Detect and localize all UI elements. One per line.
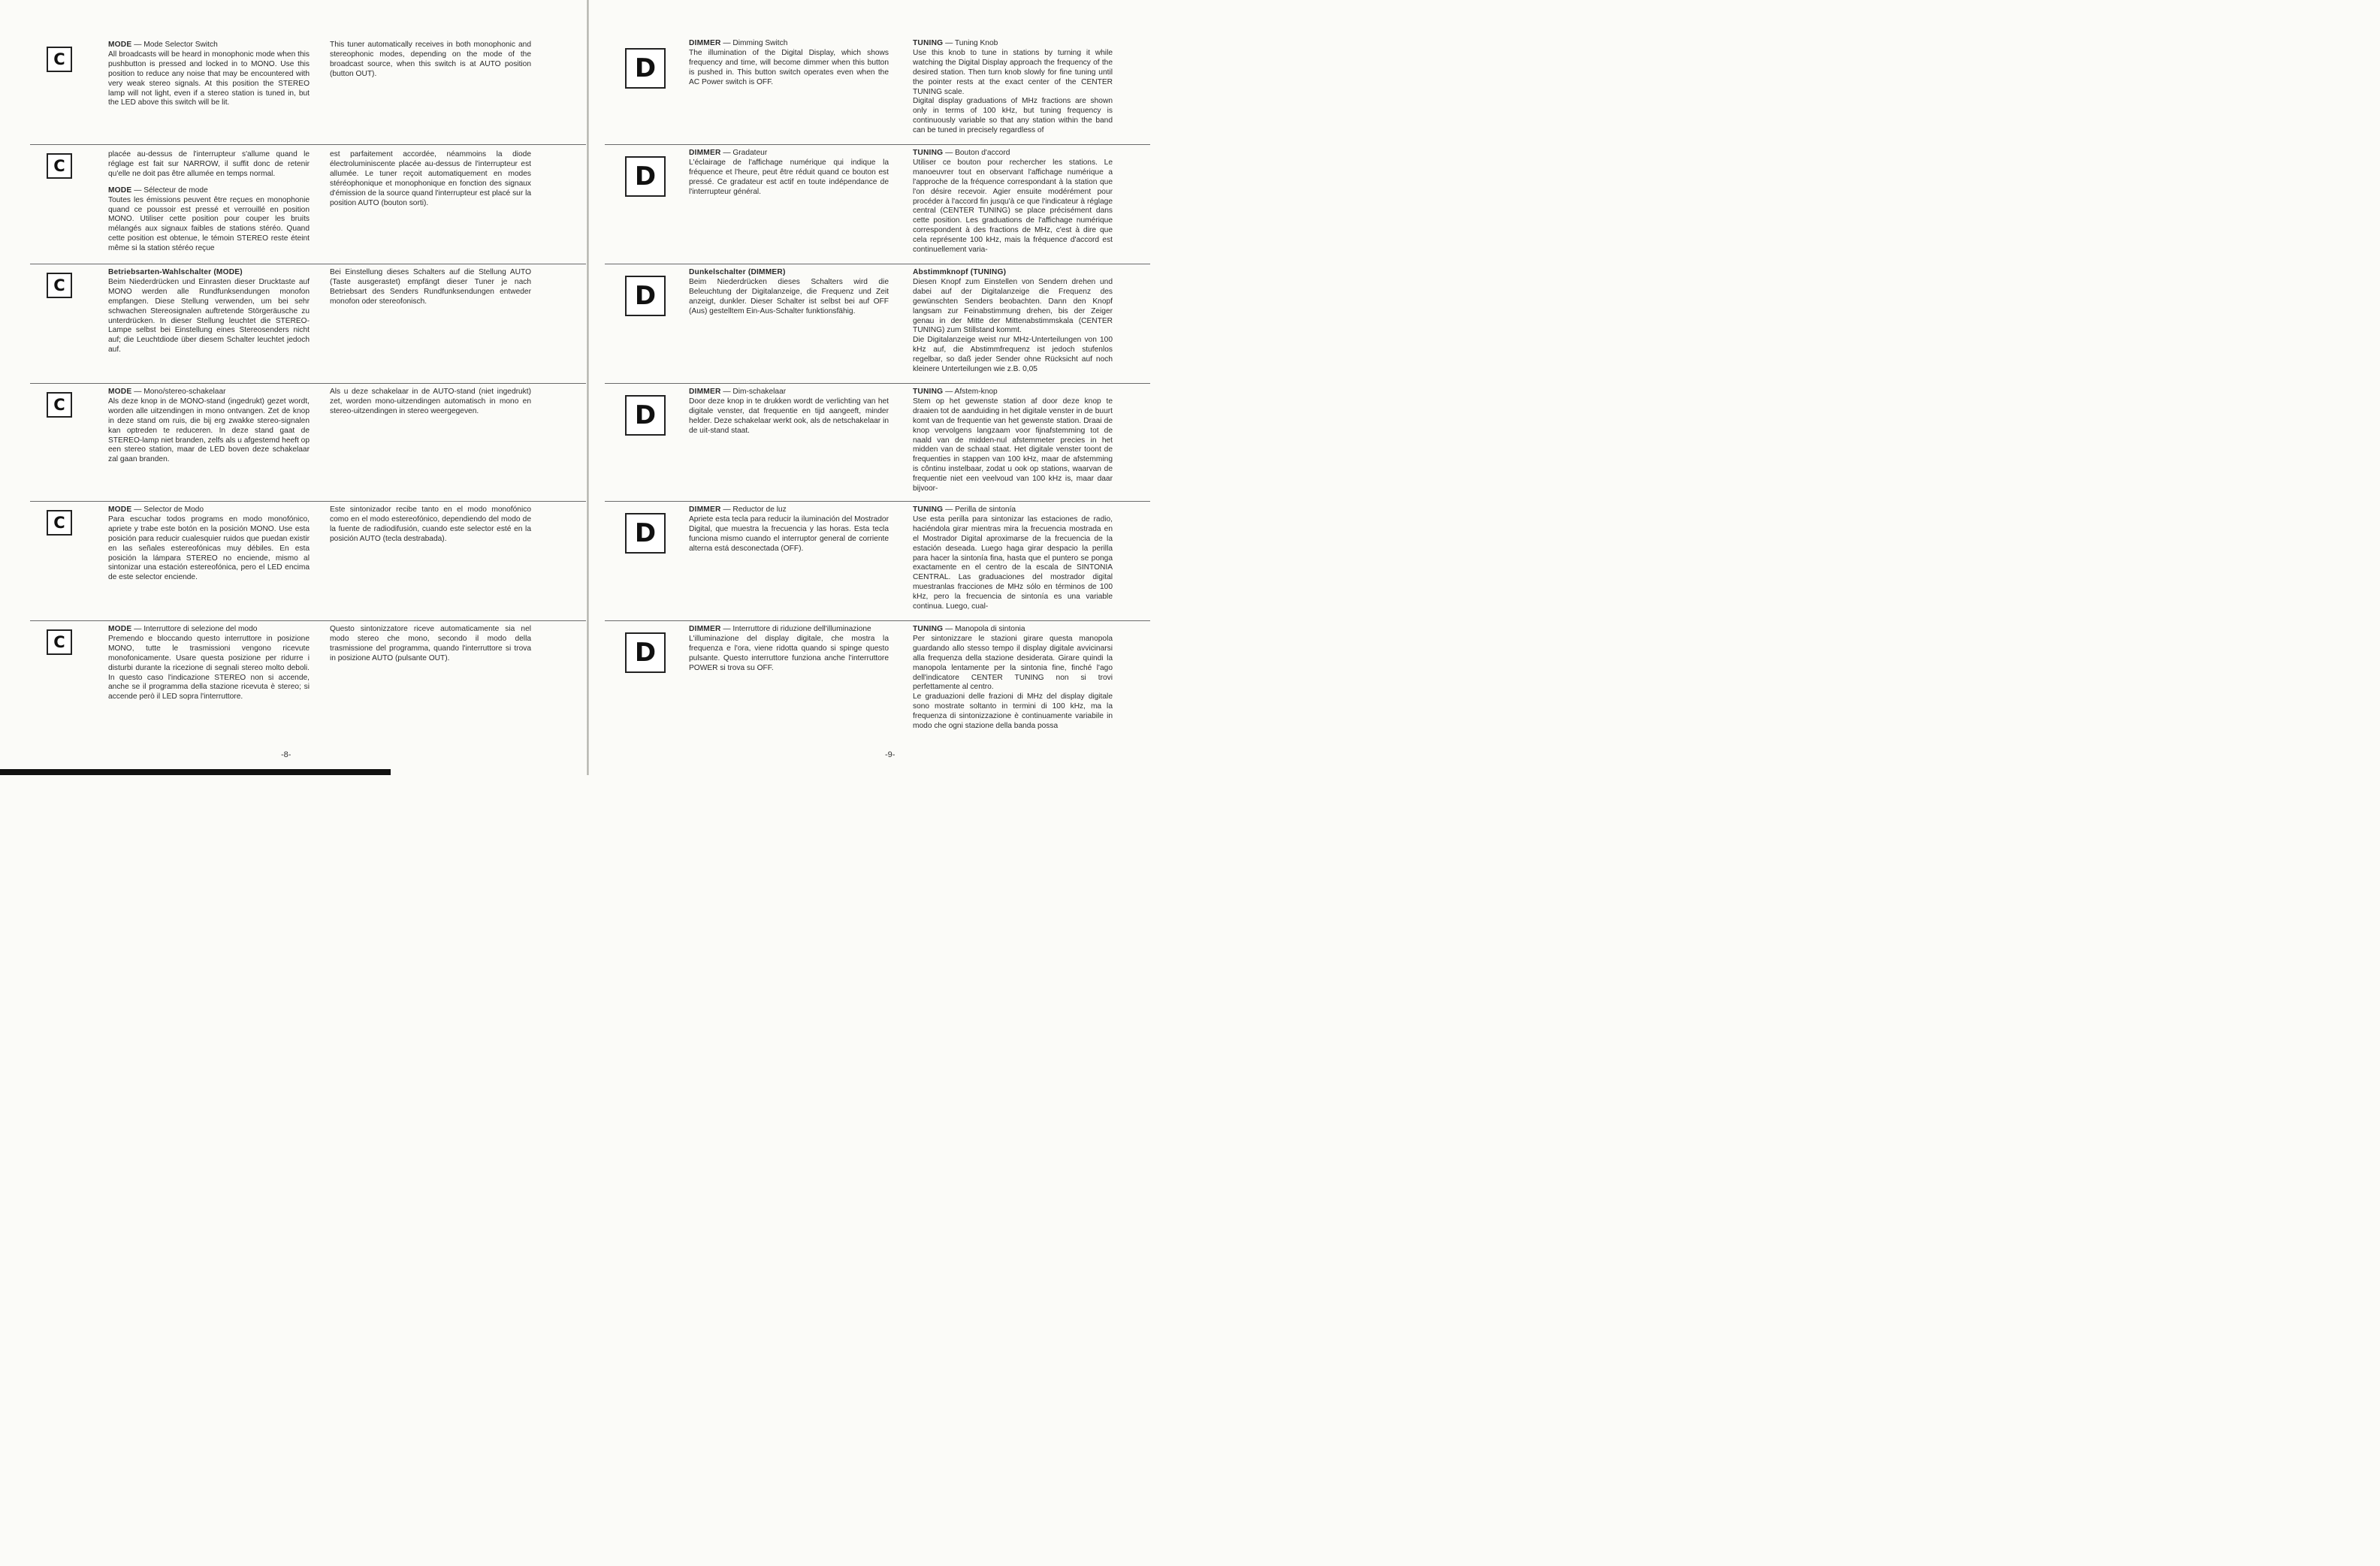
- body-text: Diesen Knopf zum Einstellen von Sendern drehen und dabei auf der Digitalanzeige die Frequenz des gewünschten Senders beobachten. Dann den Knopf langsam zur Feinabstimmung drehen, bis der Zeiger genau in der Mitte der Mittenabstimmskala (CENTER TUNING) zum Stillstand kommt.: [913, 277, 1113, 335]
- body-text: The illumination of the Digital Display, which shows frequency and time, will become dimmer when this button is pushed in. This button switch operates even when the AC Power switch is OFF.: [689, 48, 889, 86]
- col-dimmer: [689, 388, 889, 436]
- body-text: Die Digitalanzeige weist nur MHz-Unterteilungen von 100 kHz auf, die Abstimmfrequenz ist jedoch stufenlos regelbar, so daß jeder Sender ohne Rücksicht auf noch kleinere Unterteilungen wie z.B. 0,05: [913, 336, 1113, 374]
- section-rule: [605, 501, 1150, 502]
- title-bold: MODE: [108, 625, 132, 633]
- col-description: [108, 505, 310, 583]
- col-continuation: [330, 388, 531, 417]
- col-continuation: [330, 625, 531, 664]
- title-bold: DIMMER: [689, 388, 721, 396]
- col-continuation: [330, 505, 531, 545]
- title-rest: — Dim-schakelaar: [720, 388, 787, 396]
- col-tuning: [913, 388, 1113, 494]
- badge-d: D: [625, 276, 666, 316]
- col-description: [108, 625, 310, 702]
- title-bold: TUNING: [913, 39, 944, 47]
- body-text: This tuner automatically receives in both monophonic and stereophonic modes, depending on the mode of the broadcast source, when this switch is at AUTO position (button OUT).: [330, 41, 531, 78]
- section-french: [30, 144, 586, 263]
- body-text: Premendo e bloccando questo interruttore in posizione MONO, tutte le trasmissioni vengono ricevute monofonicamente. Usare questa posizione per ridurre i disturbi durante la ricezione di segnali stereo molto deboli. In questo caso l'indicazione STEREO non si accende, anche se il programma della stazione ricevuta è stereo; si accende però il LED sopra l'interruttore.: [108, 634, 310, 702]
- col-description: [108, 150, 310, 254]
- title-rest: — Sélecteur de mode: [131, 186, 208, 195]
- body-text: Apriete esta tecla para reducir la iluminación del Mostrador Digital, que muestra la frecuencia y las horas. Esta tecla funciona mismo cuando el interruptor general de corriente alterna está desconectada (OFF).: [689, 514, 889, 553]
- badge-c: C: [47, 510, 72, 536]
- body-text: Beim Niederdrücken dieses Schalters wird die Beleuchtung der Digitalanzeige, die Frequenz und Zeit anzeigt, dunkler. Dieser Schalter ist selbst bei auf OFF (Aus) gestelltem Ein-Aus-Schalter funktionsfähig.: [689, 277, 889, 315]
- title-rest: — Reductor de luz: [720, 505, 787, 514]
- badge-c: C: [47, 392, 72, 418]
- title-rest: — Afstem-knop: [943, 388, 998, 396]
- title-bold: DIMMER: [689, 625, 721, 633]
- title-bold: MODE: [108, 186, 132, 195]
- title-bold: MODE: [108, 41, 132, 49]
- badge-c: C: [47, 47, 72, 72]
- body-text: Als u deze schakelaar in de AUTO-stand (niet ingedrukt) zet, worden mono-uitzendingen automatisch in mono en stereo-uitzendingen in stereo weergegeven.: [330, 388, 531, 415]
- body-text: L'illuminazione del display digitale, che mostra la frequenza e l'ora, viene ridotta quando si spinge questo pulsante. Questo interruttore funziona anche l'interruttore POWER si trova su OFF.: [689, 634, 889, 672]
- section-rule: [30, 620, 586, 621]
- col-continuation: [330, 150, 531, 208]
- badge-d: D: [625, 48, 666, 89]
- section-german: [30, 264, 586, 381]
- title-rest: — Gradateur: [720, 149, 768, 157]
- body-text: Questo sintonizzatore riceve automaticamente sia nel modo stereo che mono, secondo il modo della trasmissione del programma, quando l'interruttore si trova in posizione AUTO (pulsante OUT).: [330, 625, 531, 662]
- col-dimmer: [689, 268, 889, 317]
- title-bold: DIMMER: [689, 39, 721, 47]
- col-continuation: [330, 268, 531, 307]
- body-text: est parfaitement accordée, néammoins la diode électroluminiscente placée au-dessus de l'interrupteur est allumée. Le tuner reçoit automatiquement en modes stéréophonique et monophonique en fonction des signaux d'émission de la source quand l'interrupteur est placé sur la position AUTO (bouton sorti).: [330, 150, 531, 207]
- section-spanish: [30, 501, 586, 618]
- col-dimmer: [689, 625, 889, 674]
- col-dimmer: [689, 505, 889, 554]
- section-rule: [605, 144, 1150, 145]
- body-text: placée au-dessus de l'interrupteur s'allume quand le réglage est fait sur NARROW, il suffit donc de retenir qu'elle ne doit pas être allumée en temps normal.: [108, 150, 310, 178]
- col-description: [108, 41, 310, 108]
- col-description: [108, 268, 310, 355]
- body-text: Para escuchar todos programs en modo monofónico, apriete y trabe este botón en la posición MONO. Use esta posición para reducir cualesquier ruidos que puedan existir en las señales estereofónicas muy débiles. En esta posición la lámpara STEREO no enciende, mismo al sintonizar una estación estereofónica, pero el LED encima de este selector enciende.: [108, 514, 310, 582]
- page-number: -9-: [885, 750, 896, 759]
- title-bold: Dunkelschalter (DIMMER): [689, 268, 786, 276]
- col-description: [108, 388, 310, 465]
- col-tuning: [913, 268, 1113, 375]
- body-text: Le graduazioni delle frazioni di MHz del display digitale sono mostrate soltanto in termini di 100 kHz, ma la frequenza di sintonizzazione è continuamente variabile in modo che ogni stazione della banda possa: [913, 692, 1113, 731]
- col-tuning: [913, 39, 1113, 136]
- col-dimmer: [689, 39, 889, 88]
- title-rest: — Mode Selector Switch: [131, 41, 218, 49]
- badge-d: D: [625, 156, 666, 197]
- section-dutch: [30, 383, 586, 499]
- title-rest: — Bouton d'accord: [943, 149, 1010, 157]
- section-italian: [605, 620, 1150, 741]
- title-bold: DIMMER: [689, 149, 721, 157]
- section-rule: [30, 144, 586, 145]
- title-bold: TUNING: [913, 505, 944, 514]
- badge-c: C: [47, 629, 72, 655]
- body-text: Per sintonizzare le stazioni girare questa manopola guardando allo stesso tempo il display digitale avvicinarsi alla frequenza della stazione desiderata. Girare quindi la manopola lentamente per la sintonia fine, finché l'ago dell'indicatore CENTER TUNING non si trovi perfettamente al centro.: [913, 634, 1113, 692]
- title-rest: — Manopola di sintonia: [943, 625, 1025, 633]
- title-rest: — Interruttore di riduzione dell'illuminazione: [720, 625, 871, 633]
- title-bold: TUNING: [913, 625, 944, 633]
- body-text: Door deze knop in te drukken wordt de verlichting van het digitale venster, dat frequentie en tijd aangeeft, minder helder. Deze schakelaar werkt ook, als de netschakelaar in de uit-stand staat.: [689, 397, 889, 435]
- col-dimmer: [689, 149, 889, 198]
- title-rest: — Mono/stereo-schakelaar: [131, 388, 226, 396]
- body-text: Este sintonizador recibe tanto en el modo monofónico como en el modo estereofónico, dependiendo del modo de la fuente de radiodifusión, cuando este selector esté en la posición AUTO (tecla destrabada).: [330, 505, 531, 543]
- section-english: [30, 36, 586, 141]
- badge-c: C: [47, 273, 72, 298]
- scan-edge: [0, 769, 391, 775]
- section-spanish: [605, 501, 1150, 618]
- badge-c: C: [47, 153, 72, 179]
- body-text: Bei Einstellung dieses Schalters auf die Stellung AUTO (Taste ausgerastet) empfängt dieser Tuner je nach Betriebsart des Senders Rundfunksendungen entweder monofon oder stereofonisch.: [330, 268, 531, 306]
- body-text: Use esta perilla para sintonizar las estaciones de radio, haciéndola girar mientras mira la frecuencia mostrada en el Mostrador Digital aproximarse de la frecuencia de la estación deseada. Luego haga girar despacio la perilla para hacer la sintonía fina, hasta que el puntero se ponga exactamente en el centro de la escala de SINTONIA CENTRAL. Las graduaciones del mostrador digital muestranlas fracciones de MHz sólo en términos de 100 kHz, pero la frecuencia de sintonía es una variable continua. Luego, cual-: [913, 514, 1113, 611]
- body-text: L'éclairage de l'affichage numérique qui indique la fréquence et l'heure, peut être réduit quand ce bouton est pressé. Ce gradateur est actif en toute indépendance de l'interrupteur général.: [689, 158, 889, 196]
- col-tuning: [913, 625, 1113, 732]
- section-rule: [605, 383, 1150, 384]
- section-dutch: [605, 383, 1150, 499]
- body-text: All broadcasts will be heard in monophonic mode when this pushbutton is pressed and locked in to MONO. Use this position to reduce any noise that may be encountered with very weak stereo signals. At this position the STEREO lamp will not light, even if a stereo station is tuned in, but the LED above this switch will be lit.: [108, 50, 310, 107]
- body-text: Toutes les émissions peuvent être reçues en monophonie quand ce poussoir est pressé et verrouillé en position MONO. Utiliser cette position pour couper les bruits mélangés aux signaux faibles de stations stéréo. Quand cette position est obtenue, le témoin STEREO reste éteint même si la station stéréo reçue: [108, 195, 310, 253]
- badge-d: D: [625, 632, 666, 673]
- title-rest: — Dimming Switch: [720, 39, 788, 47]
- page-fold: [587, 0, 589, 775]
- col-tuning: [913, 505, 1113, 612]
- title-rest: — Selector de Modo: [131, 505, 204, 514]
- title-bold: TUNING: [913, 388, 944, 396]
- title-bold: Betriebsarten-Wahlschalter (MODE): [108, 268, 243, 276]
- page-number: -8-: [281, 750, 291, 759]
- section-rule: [30, 501, 586, 502]
- title-bold: MODE: [108, 505, 132, 514]
- title-bold: MODE: [108, 388, 132, 396]
- section-french: [605, 144, 1150, 263]
- body-text: Digital display graduations of MHz fractions are shown only in terms of 100 kHz, but tuning frequency is continuously variable so that any station within the band can be tuned in precisely regardless of: [913, 97, 1113, 135]
- body-text: Stem op het gewenste station af door deze knop te draaien tot de aanduiding in het digitale venster in de buurt komt van de frequentie van het gewenste station. Draai de knop vervolgens langzaam voor fijnafstemming tot de naald van de midden-nul afstemmeter precies in het midden van de schaal staat. Het digitale venster toont de frequenties in stappen van 100 kHz, maar de afstemming is côntinu instelbaar, zodat u ook op stations, waarvan de frequentie niet een veelvoud van 100 kHz is, maar daar bijvoor-: [913, 397, 1113, 493]
- title-bold: Abstimmknopf (TUNING): [913, 268, 1007, 276]
- section-rule: [605, 620, 1150, 621]
- section-italian: [30, 620, 586, 726]
- title-rest: — Interruttore di selezione del modo: [131, 625, 258, 633]
- badge-d: D: [625, 513, 666, 554]
- col-tuning: [913, 149, 1113, 255]
- section-english: [605, 35, 1150, 143]
- body-text: Beim Niederdrücken und Einrasten dieser Drucktaste auf MONO werden alle Rundfunksendungen monofon empfangen. Diese Stellung verwenden, um bei sehr schwachen Stereosignalen auftretende Störgeräusche zu unterdrücken. In dieser Stellung leuchtet die STEREO-Lampe selbst bei Einstellung eines Stereosenders nicht auf; die Leuchtdiode über diesem Schalter leuchtet jedoch auf.: [108, 277, 310, 355]
- body-text: Als deze knop in de MONO-stand (ingedrukt) gezet wordt, worden alle uitzendingen in mono ontvangen. Zet de knop in deze stand om ruis, die bij erg zwakke stereo-signalen kan optreden te reduceren. In deze stand gaat de STEREO-lamp niet branden, zelfs als u afgestemd heeft op een stereo station, maar de LED boven deze schakelaar zal gaan branden.: [108, 397, 310, 464]
- col-continuation: [330, 41, 531, 80]
- body-text: Use this knob to tune in stations by turning it while watching the Digital Display approach the frequency of the desired station. Then turn knob slowly for fine tuning until the pointer rests at the exact center of the CENTER TUNING scale.: [913, 48, 1113, 96]
- title-bold: DIMMER: [689, 505, 721, 514]
- badge-d: D: [625, 395, 666, 436]
- body-text: Utiliser ce bouton pour rechercher les stations. Le manoeuvrer tout en observant l'affichage numérique a l'approche de la fréquence correspondant à la station que l'on désire recevoir. Agier ensuite modérément pour procéder à l'accord fin jusqu'à ce que l'indicateur à réglage central (CENTER TUNING) se place précisément dans cette position. Les graduations de l'affichage numérique correspondent à des fractions de MHz, c'est à dire que cela représente 100 kHz, mais la fréquence d'accord est continuellement varia-: [913, 158, 1113, 255]
- section-rule: [30, 383, 586, 384]
- title-rest: — Perilla de sintonía: [943, 505, 1016, 514]
- title-bold: TUNING: [913, 149, 944, 157]
- title-rest: — Tuning Knob: [943, 39, 998, 47]
- section-german: [605, 264, 1150, 381]
